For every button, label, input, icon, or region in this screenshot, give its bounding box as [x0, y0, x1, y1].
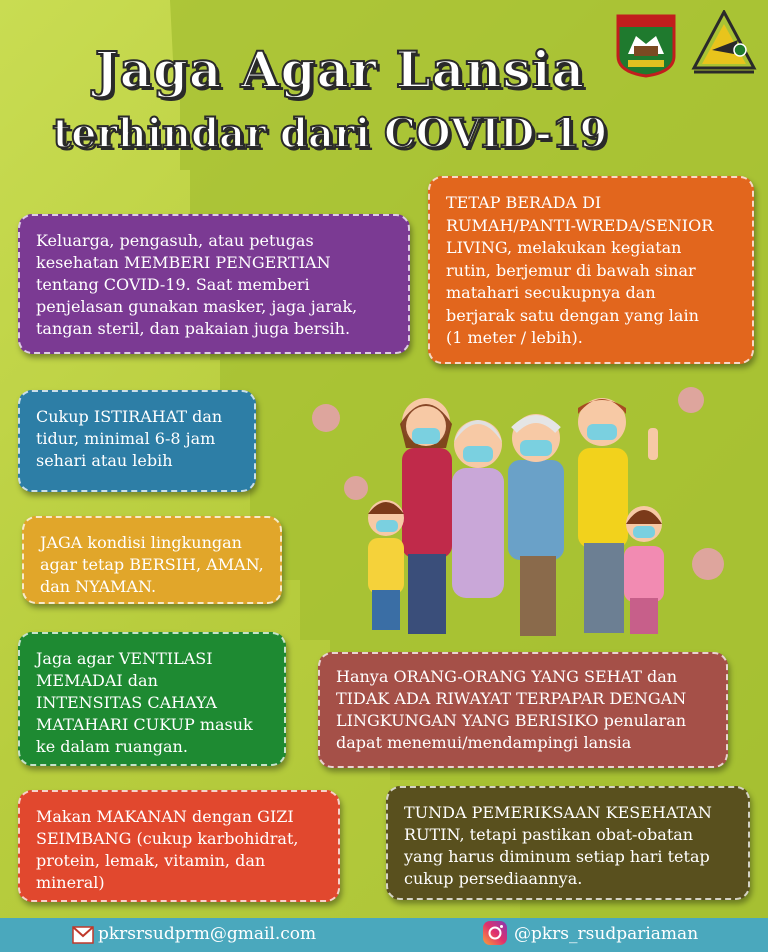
tip-rest — [18, 390, 256, 492]
tip-text: Hanya ORANG-ORANG YANG SEHAT dan TIDAK ADA RIWAYAT TERPAPAR DENGAN LINGKUNGAN YANG BERISIKO penularan dapat menemui/mendampingi lansia — [336, 667, 687, 752]
tip-text: TUNDA PEMERIKSAAN KESEHATAN RUTIN, tetapi pastikan obat-obatan yang harus diminum setiap hari tetap cukup persediaannya. — [404, 803, 712, 888]
page-title-line1: Jaga Agar Lansia — [94, 40, 586, 99]
tip-text: JAGA kondisi lingkungan agar tetap BERSIH, AMAN, dan NYAMAN. — [40, 533, 264, 596]
tip-balanced-nutrition — [18, 790, 340, 902]
person-grandmother — [452, 420, 504, 598]
tip-text: TETAP BERADA DI RUMAH/PANTI-WREDA/SENIOR LIVING, melakukan kegiatan rutin, berjemur di bawah sinar matahari secukupnya dan berjarak satu dengan yang lain (1 meter / lebih). — [446, 193, 714, 347]
family-illustration — [296, 378, 766, 638]
tip-text: Keluarga, pengasuh, atau petugas kesehatan MEMBERI PENGERTIAN tentang COVID-19. Saat memberi penjelasan gunakan masker, jaga jarak, tangan steril, dan pakaian juga bersih. — [36, 231, 358, 338]
tip-ventilation — [18, 632, 286, 766]
tip-healthy-visitors — [318, 652, 728, 768]
tip-clean-environment — [22, 516, 282, 604]
contact-email[interactable]: pkrsrsudprm@gmail.com — [98, 924, 317, 944]
kota-pariaman-logo — [688, 10, 760, 82]
person-boy — [368, 500, 404, 630]
sumatera-barat-logo — [614, 12, 678, 78]
person-mother — [400, 398, 452, 634]
person-grandfather — [508, 414, 564, 636]
tip-family-education — [18, 214, 410, 354]
tip-text: Makan MAKANAN dengan GIZI SEIMBANG (cukup karbohidrat, protein, lemak, vitamin, dan mineral) — [36, 807, 299, 892]
tip-stay-home — [428, 176, 754, 364]
instagram-icon — [482, 920, 508, 946]
tip-text: Jaga agar VENTILASI MEMADAI dan INTENSITAS CAHAYA MATAHARI CUKUP masuk ke dalam ruangan. — [36, 649, 253, 756]
page-title-line2: terhindar dari COVID-19 — [52, 110, 608, 157]
mail-icon — [72, 926, 94, 944]
tip-postpone-checkup — [386, 786, 750, 900]
contact-instagram[interactable]: @pkrs_rsudpariaman — [514, 924, 699, 944]
tip-text: Cukup ISTIRAHAT dan tidur, minimal 6-8 jam sehari atau lebih — [36, 407, 223, 470]
person-girl — [624, 506, 664, 634]
